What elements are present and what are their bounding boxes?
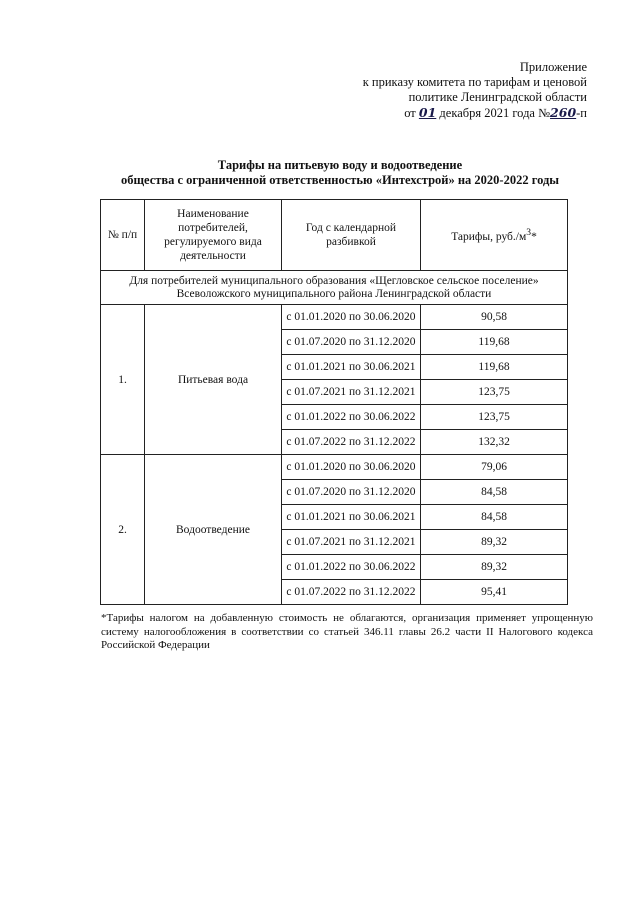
order-number-handwritten: 260 <box>550 105 577 120</box>
tariff-value-cell: 90,58 <box>421 305 568 330</box>
annex-line-3: политике Ленинградской области <box>408 90 587 104</box>
header-year: Год с календарной разбивкой <box>282 200 421 271</box>
tariff-value-cell: 84,58 <box>421 505 568 530</box>
section-line-2: Всеволожского муниципального района Ленинградской области <box>176 287 492 300</box>
group-num-cell: 2. <box>101 455 145 605</box>
tariff-value-cell: 119,68 <box>421 355 568 380</box>
period-cell: с 01.07.2020 по 31.12.2020 <box>282 480 421 505</box>
header-name: Наименование потребителей, регулируемого вида деятельности <box>145 200 282 271</box>
table-row <box>101 455 568 480</box>
tariff-value-cell: 132,32 <box>421 430 568 455</box>
period-cell: с 01.01.2020 по 30.06.2020 <box>282 305 421 330</box>
tariff-value-cell: 95,41 <box>421 580 568 605</box>
period-cell: с 01.07.2021 по 31.12.2021 <box>282 530 421 555</box>
group-name-cell: Водоотведение <box>145 455 282 605</box>
date-rest: декабря 2021 года № <box>439 106 551 120</box>
date-prefix: от <box>404 106 416 120</box>
period-cell: с 01.07.2022 по 31.12.2022 <box>282 580 421 605</box>
period-cell: с 01.07.2022 по 31.12.2022 <box>282 430 421 455</box>
annex-date-line <box>363 105 587 121</box>
table-row <box>101 305 568 330</box>
annex-header <box>363 60 587 121</box>
period-cell: с 01.01.2022 по 30.06.2022 <box>282 555 421 580</box>
group-num-cell: 1. <box>101 305 145 455</box>
header-tariff-star: * <box>531 230 537 243</box>
tariff-value-cell: 123,75 <box>421 405 568 430</box>
header-num: № п/п <box>101 200 145 271</box>
annex-line-1: Приложение <box>519 60 587 74</box>
header-tariff <box>421 200 568 271</box>
period-cell: с 01.01.2020 по 30.06.2020 <box>282 455 421 480</box>
period-cell: с 01.01.2021 по 30.06.2021 <box>282 505 421 530</box>
date-day-handwritten: 01 <box>418 105 437 120</box>
header-tariff-label: Тарифы, руб./м <box>451 230 527 243</box>
period-cell: с 01.07.2021 по 31.12.2021 <box>282 380 421 405</box>
tariff-value-cell: 84,58 <box>421 480 568 505</box>
tariff-value-cell: 89,32 <box>421 555 568 580</box>
footnote: *Тарифы налогом на добавленную стоимость не облагаются, организация применяет упрощенную систему налогообложения в соответствии со статьей 346.11 главы 26.2 части II Налогового кодекса Российской Федерации <box>101 612 593 651</box>
section-line-1: Для потребителей муниципального образования «Щегловское сельское поселение» <box>129 274 539 287</box>
tariff-value-cell: 119,68 <box>421 330 568 355</box>
group-name-cell: Питьевая вода <box>145 305 282 455</box>
tariff-value-cell: 123,75 <box>421 380 568 405</box>
tariff-value-cell: 89,32 <box>421 530 568 555</box>
tariff-value-cell: 79,06 <box>421 455 568 480</box>
section-row <box>101 271 568 305</box>
title-line-2: общества с ограниченной ответственностью «Интехстрой» на 2020-2022 годы <box>120 173 560 187</box>
period-cell: с 01.01.2021 по 30.06.2021 <box>282 355 421 380</box>
document-title <box>60 158 620 188</box>
table-header-row <box>101 200 568 271</box>
section-cell <box>101 271 568 305</box>
title-line-1: Тарифы на питьевую воду и водоотведение <box>217 158 463 172</box>
period-cell: с 01.07.2020 по 31.12.2020 <box>282 330 421 355</box>
header-tariff-sup: 3 <box>526 227 532 239</box>
period-cell: с 01.01.2022 по 30.06.2022 <box>282 405 421 430</box>
annex-line-2: к приказу комитета по тарифам и ценовой <box>362 75 587 89</box>
tariff-table <box>100 199 568 605</box>
order-suffix: -п <box>576 106 587 120</box>
